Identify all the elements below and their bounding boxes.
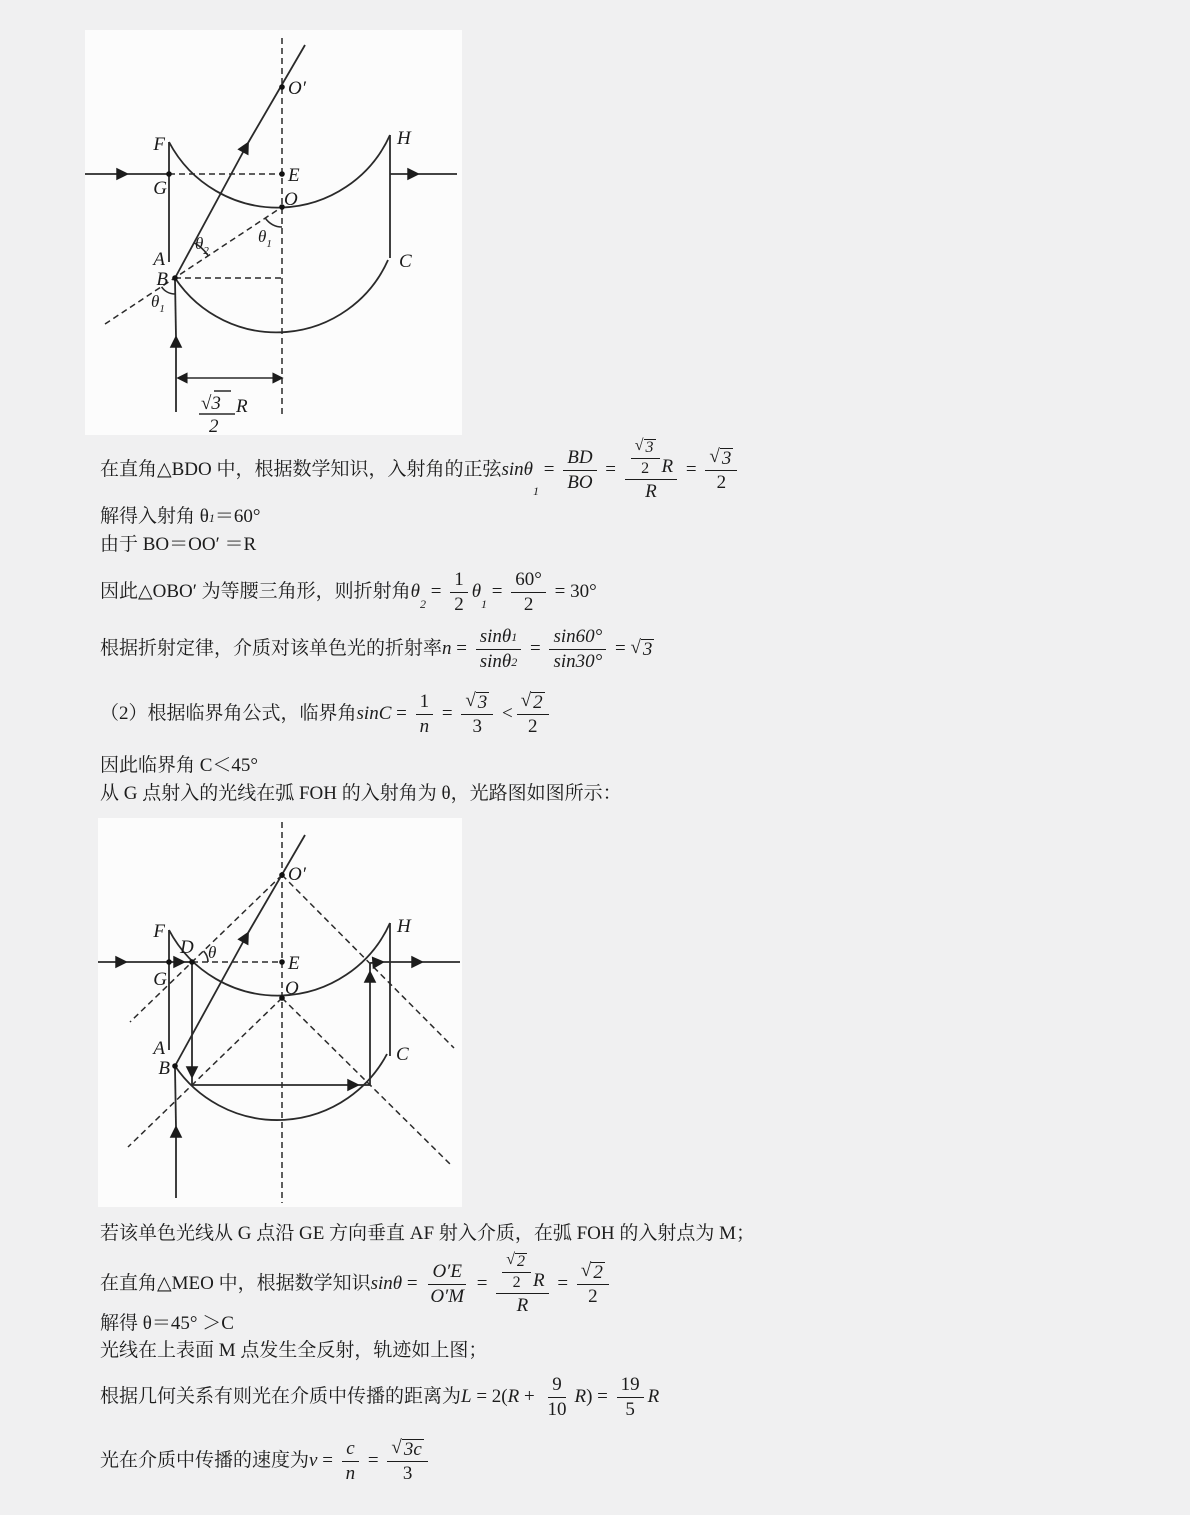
optics-diagram-1-svg	[85, 30, 462, 435]
label-C: C	[396, 1044, 409, 1065]
dimension-label-sqrt3-over-2-R	[199, 391, 248, 435]
label-A: A	[153, 249, 165, 270]
label-O: O	[284, 189, 298, 210]
solution-line-incidence-point-M: 若该单色光线从 G 点沿 GE 方向垂直 AF 射入介质，在弧 FOH 的入射点为 M；	[100, 1223, 755, 1244]
label-O-prime: O′	[288, 864, 306, 885]
optics-diagram-1	[85, 30, 462, 435]
label-theta1-at-O: $\theta_1$	[258, 227, 272, 250]
light-rays	[98, 835, 460, 1198]
label-theta: θ	[208, 943, 217, 962]
label-A: A	[153, 1038, 165, 1059]
solution-line-sine-theta-MEO: 在直角△MEO 中，根据数学知识 sinθ = $\frac{O'E}{O'M}$ = √ 2 2 R R = √ 2 2	[100, 1252, 613, 1317]
solution-line-refractive-index: 根据折射定律，介质对该单色光的折射率 n = sinθ 1 sinθ 2 = $\frac{\sin 60^\circ}{\sin 30^\circ}$ = √ 3	[100, 626, 653, 672]
label-O: O	[285, 978, 299, 999]
svg-text:R: R	[236, 396, 248, 417]
solution-line-speed-v: 光在介质中传播的速度为 v = $\frac{c}{n}$ = √ 3c 3	[100, 1438, 432, 1485]
label-theta1-at-B: $\theta_1$	[151, 292, 165, 315]
label-E: E	[288, 165, 300, 186]
dashed-construction-lines	[105, 38, 282, 415]
label-F: F	[153, 921, 165, 942]
label-theta2: $\theta_2$	[195, 234, 209, 257]
solution-line-sine-of-incidence: 在直角△BDO 中，根据数学知识，入射角的正弦 sinθ 1 = $\frac{BD}{BO}$ = √ 3 2 R R = √ 3 2	[100, 438, 741, 503]
label-E: E	[288, 953, 300, 974]
solution-line-critical-angle-45: 因此临界角 C＜45°	[100, 755, 259, 776]
solution-line-theta-45-greater-C: 解得 θ＝45° ＞C	[100, 1313, 234, 1334]
solution-line-critical-angle-formula: （2）根据临界角公式，临界角 sinC = $\frac{1}{n}$ = √ 3 3 < √ 2 2	[100, 691, 553, 738]
label-C: C	[399, 251, 412, 272]
label-B: B	[156, 269, 168, 290]
label-G: G	[153, 178, 167, 199]
label-H: H	[397, 916, 411, 937]
label-H: H	[397, 128, 411, 149]
light-rays	[85, 45, 457, 412]
label-B: B	[158, 1058, 170, 1079]
solution-line-distance-L: 根据几何关系有则光在介质中传播的距离为 L = 2( R + $\frac{9}{10}$ R ) = $\frac{19}{5}$ R	[100, 1374, 660, 1420]
label-G: G	[153, 969, 167, 990]
point-dots	[166, 84, 285, 281]
solution-line-ray-from-G: 从 G 点射入的光线在弧 FOH 的入射角为 θ，光路图如图所示：	[100, 783, 622, 804]
optics-diagram-2-svg	[98, 818, 462, 1207]
solution-line-bo-equals-oo: 由于 BO＝OO′ ＝R	[100, 534, 257, 555]
solution-line-total-reflection: 光线在上表面 M 点发生全反射，轨迹如上图；	[100, 1340, 488, 1361]
solution-line-theta1-60: 解得入射角 θ 1 ＝60°	[100, 506, 261, 527]
label-F: F	[153, 134, 165, 155]
solution-line-isosceles-refraction: 因此△OBO′ 为等腰三角形，则折射角 θ 2 = $\frac{1}{2}$ θ 1 = $\frac{60^\circ}{2}$ = 30°	[100, 569, 597, 615]
label-D: D	[180, 937, 194, 958]
label-O-prime: O′	[288, 78, 306, 99]
optics-diagram-2	[98, 818, 462, 1207]
svg-text:√3: √3	[201, 393, 221, 414]
svg-text:2: 2	[209, 416, 219, 435]
